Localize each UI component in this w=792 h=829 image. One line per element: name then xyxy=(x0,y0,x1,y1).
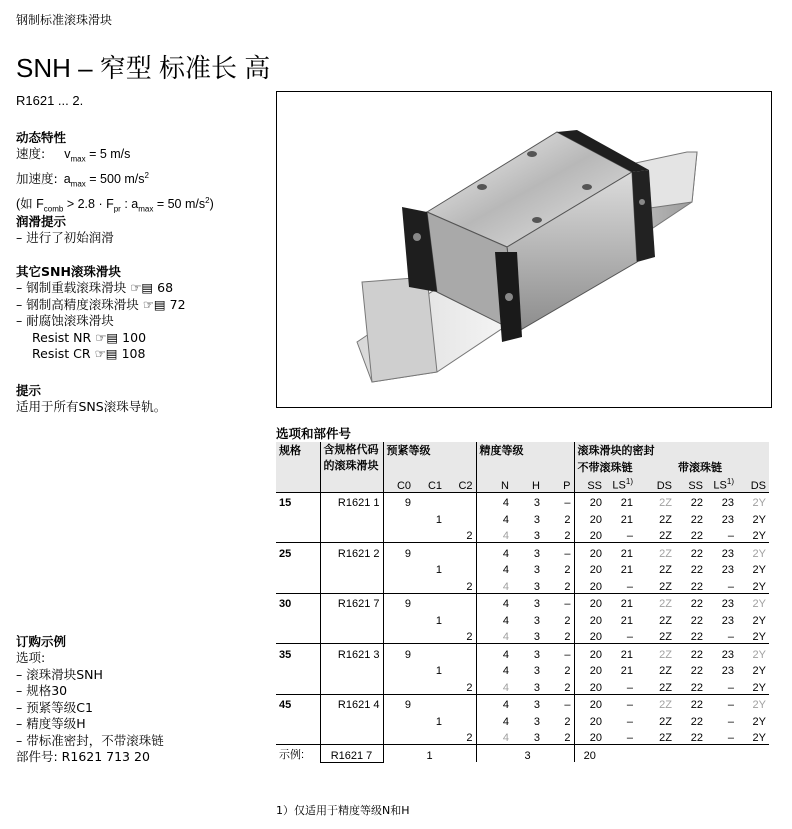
example-row xyxy=(276,745,769,763)
value-cell xyxy=(383,711,414,728)
value-cell: 20 xyxy=(574,694,605,711)
table-row xyxy=(276,694,769,711)
value-cell: 4 xyxy=(476,509,512,526)
header-preload: 预紧等级 xyxy=(383,442,476,459)
value-cell: 4 xyxy=(476,661,512,678)
ball-runner-block-illustration xyxy=(277,92,771,407)
value-cell: 20 xyxy=(574,677,605,694)
column-header: SS xyxy=(574,475,605,492)
value-cell: 2Z xyxy=(659,665,672,677)
value-cell: 22 xyxy=(690,631,703,643)
part-cell xyxy=(320,677,383,694)
value-cell xyxy=(414,526,445,543)
example-label: 示例: xyxy=(276,745,320,763)
size-cell xyxy=(276,711,320,728)
example-part: R1621 7 xyxy=(320,745,383,763)
value-cell xyxy=(445,610,476,627)
part-cell xyxy=(320,728,383,745)
value-cell: – xyxy=(727,681,734,694)
value-cell: 4 xyxy=(476,644,512,661)
value-cell: – xyxy=(727,580,734,593)
value-cell: 9 xyxy=(383,543,414,560)
value-cell: 2Y xyxy=(737,694,769,711)
hint-section xyxy=(16,381,166,416)
value-cell: 3 xyxy=(533,580,540,593)
example-seal: 20 xyxy=(574,745,605,763)
value-cell: 2 xyxy=(466,631,473,643)
value-cell: 20 xyxy=(574,526,605,543)
value-cell: 3 xyxy=(533,513,540,526)
value-cell: 2Z xyxy=(636,593,675,610)
value-cell: 9 xyxy=(383,492,414,509)
value-cell xyxy=(445,694,476,711)
value-cell: 22 xyxy=(690,530,703,542)
header-accuracy: 精度等级 xyxy=(476,442,574,459)
value-cell: – xyxy=(626,681,633,694)
order-item: – 预紧等级C1 xyxy=(16,699,93,715)
table-row xyxy=(276,560,769,577)
value-cell: 2Y xyxy=(752,732,766,744)
size-cell xyxy=(276,661,320,678)
value-cell: 20 xyxy=(574,661,605,678)
value-cell: 22 xyxy=(690,681,703,694)
value-cell: 3 xyxy=(533,530,540,542)
value-cell xyxy=(414,576,445,593)
value-cell: – xyxy=(626,580,633,593)
value-cell: 23 xyxy=(721,614,734,627)
table-row xyxy=(276,711,769,728)
part-cell xyxy=(320,576,383,593)
value-cell: – xyxy=(727,732,734,744)
value-cell: 22 xyxy=(675,492,706,509)
value-cell: 2Z xyxy=(636,694,675,711)
value-cell: 2 xyxy=(466,530,473,542)
value-cell: 4 xyxy=(476,526,512,543)
order-options-label: 选项: xyxy=(16,650,46,665)
value-cell: 23 xyxy=(706,644,737,661)
value-cell: – xyxy=(626,631,633,643)
size-cell: 30 xyxy=(276,593,320,610)
value-cell: 2 xyxy=(564,681,571,694)
value-cell: – xyxy=(626,732,633,744)
value-cell: 3 xyxy=(512,694,543,711)
value-cell: 22 xyxy=(690,614,703,627)
size-cell xyxy=(276,509,320,526)
value-cell: 1 xyxy=(435,564,442,576)
value-cell: 3 xyxy=(533,614,540,627)
value-cell xyxy=(383,627,414,644)
other-item[interactable]: – 钢制重载滚珠滑块 ☞▤ 68 xyxy=(16,280,174,295)
value-cell: 4 xyxy=(476,576,512,593)
table-title: 选项和部件号 xyxy=(276,426,352,441)
part-cell xyxy=(320,711,383,728)
value-cell: – xyxy=(543,543,574,560)
value-cell xyxy=(414,543,445,560)
value-cell: 4 xyxy=(476,677,512,694)
value-cell: 20 xyxy=(574,711,605,728)
value-cell xyxy=(414,644,445,661)
other-item: – 耐腐蚀滚珠滑块 xyxy=(16,313,114,328)
table-row xyxy=(276,509,769,526)
value-cell: 20 xyxy=(574,610,605,627)
accel-condition: (如 $F_{comb} > 2.8 \cdot F_{pr}$ : $a_{max} = 50$ $m/s^2$) xyxy=(16,196,214,214)
value-cell: – xyxy=(605,694,636,711)
value-cell: 23 xyxy=(721,564,734,576)
value-cell: 2Y xyxy=(737,492,769,509)
value-cell: 2Y xyxy=(752,580,766,593)
value-cell xyxy=(445,644,476,661)
value-cell: 22 xyxy=(690,732,703,744)
accel-line: 加速度: $a_{max} = 500$ $m/s^2$ xyxy=(16,171,149,189)
lubrication-item: – 进行了初始润滑 xyxy=(16,230,114,245)
value-cell: 2 xyxy=(466,681,473,694)
size-cell: 35 xyxy=(276,644,320,661)
footnote: 1）仅适用于精度等级N和H xyxy=(276,804,410,817)
part-prefix: R1621 ... 2. xyxy=(16,93,84,108)
value-cell: 20 xyxy=(574,644,605,661)
value-cell: – xyxy=(727,715,734,728)
size-cell xyxy=(276,728,320,745)
size-cell xyxy=(276,610,320,627)
value-cell: 2 xyxy=(564,530,571,542)
value-cell: 4 xyxy=(476,492,512,509)
size-cell xyxy=(276,526,320,543)
value-cell xyxy=(414,694,445,711)
value-cell: 1 xyxy=(435,513,442,526)
other-item[interactable]: – 钢制高精度滚珠滑块 ☞▤ 72 xyxy=(16,296,186,312)
table-row xyxy=(276,526,769,543)
value-cell: – xyxy=(543,492,574,509)
part-cell xyxy=(320,560,383,577)
value-cell xyxy=(383,526,414,543)
value-cell xyxy=(445,560,476,577)
value-cell xyxy=(445,492,476,509)
column-header: LS$^{1)}$ xyxy=(706,475,737,492)
value-cell xyxy=(383,661,414,678)
value-cell: 22 xyxy=(690,580,703,593)
value-cell: 21 xyxy=(605,593,636,610)
table-row xyxy=(276,728,769,745)
value-cell: 2 xyxy=(564,564,571,576)
value-cell: 4 xyxy=(476,593,512,610)
value-cell: 22 xyxy=(675,543,706,560)
dynamics-section xyxy=(16,128,214,218)
table-row xyxy=(276,576,769,593)
other-title: 其它SNH滚珠滑块 xyxy=(16,264,121,279)
value-cell: – xyxy=(706,694,737,711)
size-cell xyxy=(276,627,320,644)
value-cell: 22 xyxy=(690,564,703,576)
value-cell: 2Y xyxy=(752,513,766,526)
column-header: DS xyxy=(737,475,769,492)
value-cell: 3 xyxy=(533,665,540,677)
value-cell: – xyxy=(543,694,574,711)
value-cell: 21 xyxy=(620,665,633,677)
size-cell xyxy=(276,677,320,694)
header-without-chain: 不带滚珠链 xyxy=(574,459,675,476)
value-cell: 22 xyxy=(675,694,706,711)
example-accuracy: 3 xyxy=(512,745,543,763)
value-cell: 9 xyxy=(383,593,414,610)
value-cell: 2Z xyxy=(659,513,672,526)
options-table xyxy=(276,442,769,763)
value-cell: – xyxy=(543,593,574,610)
value-cell: – xyxy=(543,644,574,661)
value-cell xyxy=(445,543,476,560)
size-cell xyxy=(276,560,320,577)
value-cell xyxy=(445,509,476,526)
value-cell xyxy=(383,728,414,745)
value-cell: 2Z xyxy=(636,543,675,560)
order-title: 订购示例 xyxy=(16,634,67,649)
value-cell: 23 xyxy=(721,513,734,526)
part-cell: R1621 7 xyxy=(320,593,383,610)
value-cell: 1 xyxy=(435,715,442,728)
value-cell: 23 xyxy=(706,492,737,509)
part-cell xyxy=(320,627,383,644)
lubrication-title: 润滑提示 xyxy=(16,214,67,229)
value-cell: 9 xyxy=(383,644,414,661)
value-cell: 21 xyxy=(620,513,633,526)
table-row xyxy=(276,543,769,560)
value-cell xyxy=(414,492,445,509)
column-header: C0 xyxy=(383,475,414,492)
table-row xyxy=(276,610,769,627)
value-cell: 4 xyxy=(476,694,512,711)
value-cell: 2 xyxy=(564,665,571,677)
dynamics-title: 动态特性 xyxy=(16,130,67,145)
speed-line: 速度: $v_{max} = 5$ m/s xyxy=(16,146,131,164)
part-cell xyxy=(320,509,383,526)
value-cell: 2Y xyxy=(752,665,766,677)
value-cell: 2 xyxy=(564,614,571,627)
column-header: SS xyxy=(675,475,706,492)
part-cell xyxy=(320,661,383,678)
value-cell: 2Y xyxy=(737,593,769,610)
value-cell: 21 xyxy=(605,492,636,509)
value-cell: 20 xyxy=(574,728,605,745)
value-cell: 4 xyxy=(476,610,512,627)
value-cell: 4 xyxy=(476,627,512,644)
part-cell: R1621 1 xyxy=(320,492,383,509)
value-cell: 2Y xyxy=(752,614,766,627)
value-cell: 2Z xyxy=(659,715,672,728)
value-cell: 2 xyxy=(564,513,571,526)
value-cell: 20 xyxy=(574,543,605,560)
value-cell: 2Z xyxy=(659,631,672,643)
value-cell: 20 xyxy=(574,560,605,577)
value-cell: 22 xyxy=(690,665,703,677)
size-cell: 25 xyxy=(276,543,320,560)
value-cell xyxy=(414,677,445,694)
value-cell xyxy=(445,661,476,678)
hint-title: 提示 xyxy=(16,383,42,398)
value-cell: 23 xyxy=(706,593,737,610)
value-cell xyxy=(414,627,445,644)
value-cell: 2 xyxy=(564,580,571,593)
order-item: – 精度等级H xyxy=(16,716,86,731)
value-cell: 3 xyxy=(533,681,540,694)
order-item: – 滚珠滑块SNH xyxy=(16,666,103,682)
value-cell: 20 xyxy=(574,593,605,610)
value-cell: 22 xyxy=(690,513,703,526)
value-cell: 4 xyxy=(476,728,512,745)
value-cell: 2Y xyxy=(737,644,769,661)
category-label: 钢制标准滚珠滑块 xyxy=(16,13,113,27)
value-cell: 22 xyxy=(675,644,706,661)
order-item: – 带标准密封，不带滚珠链 xyxy=(16,732,164,748)
value-cell: 2 xyxy=(466,580,473,593)
part-cell: R1621 4 xyxy=(320,694,383,711)
header-partno: 含规格代码的滚珠滑块 xyxy=(320,442,383,492)
value-cell: 2Z xyxy=(659,681,672,694)
other-item[interactable]: Resist NR ☞▤ 100 xyxy=(32,329,147,345)
value-cell: 2Z xyxy=(659,564,672,576)
size-cell: 15 xyxy=(276,492,320,509)
value-cell: 3 xyxy=(533,631,540,643)
value-cell xyxy=(445,593,476,610)
table-header-row xyxy=(276,442,769,459)
value-cell: 20 xyxy=(574,576,605,593)
value-cell xyxy=(383,576,414,593)
value-cell xyxy=(383,677,414,694)
column-header: H xyxy=(512,475,543,492)
page-title: SNH – 窄型 标准长 高 xyxy=(16,53,271,83)
order-part-number: 部件号: R1621 713 20 xyxy=(16,749,150,764)
other-section xyxy=(16,262,186,363)
value-cell: 2Z xyxy=(659,614,672,627)
part-cell: R1621 2 xyxy=(320,543,383,560)
value-cell: 2Y xyxy=(737,543,769,560)
value-cell xyxy=(383,560,414,577)
value-cell: 20 xyxy=(574,509,605,526)
value-cell: 1 xyxy=(435,665,442,677)
column-header: LS$^{1)}$ xyxy=(605,475,636,492)
value-cell: 1 xyxy=(435,614,442,627)
value-cell: 21 xyxy=(620,564,633,576)
value-cell: 2Y xyxy=(752,564,766,576)
value-cell: 2Y xyxy=(752,631,766,643)
product-image xyxy=(276,91,772,408)
column-header: C1 xyxy=(414,475,445,492)
value-cell: 3 xyxy=(533,564,540,576)
size-cell xyxy=(276,576,320,593)
value-cell: 2 xyxy=(564,631,571,643)
value-cell: 2 xyxy=(466,732,473,744)
lubrication-section xyxy=(16,212,114,247)
value-cell: 2Y xyxy=(752,530,766,542)
other-item[interactable]: Resist CR ☞▤ 108 xyxy=(32,346,146,361)
value-cell: 2Z xyxy=(659,530,672,542)
table-row xyxy=(276,593,769,610)
value-cell: 2Z xyxy=(659,580,672,593)
column-header: DS xyxy=(636,475,675,492)
value-cell: 3 xyxy=(533,715,540,728)
table-row xyxy=(276,661,769,678)
value-cell: 22 xyxy=(690,715,703,728)
value-cell: 3 xyxy=(512,593,543,610)
value-cell: – xyxy=(626,715,633,728)
value-cell: 3 xyxy=(512,492,543,509)
order-item: – 规格30 xyxy=(16,683,68,698)
column-header: P xyxy=(543,475,574,492)
value-cell xyxy=(414,728,445,745)
value-cell: 3 xyxy=(512,543,543,560)
value-cell: 22 xyxy=(675,593,706,610)
value-cell: 2 xyxy=(564,732,571,744)
value-cell: – xyxy=(727,530,734,542)
value-cell xyxy=(383,610,414,627)
column-header: N xyxy=(476,475,512,492)
value-cell: 3 xyxy=(533,732,540,744)
value-cell: 3 xyxy=(512,644,543,661)
value-cell: 2Z xyxy=(636,644,675,661)
value-cell: – xyxy=(626,530,633,542)
value-cell: 2Z xyxy=(636,492,675,509)
header-seal: 滚珠滑块的密封 xyxy=(574,442,769,459)
value-cell xyxy=(414,593,445,610)
value-cell: 4 xyxy=(476,543,512,560)
value-cell: 23 xyxy=(721,665,734,677)
part-cell: R1621 3 xyxy=(320,644,383,661)
value-cell: 2Z xyxy=(659,732,672,744)
value-cell: 4 xyxy=(476,711,512,728)
value-cell: 23 xyxy=(706,543,737,560)
example-preload: 1 xyxy=(414,745,445,763)
table-row xyxy=(276,677,769,694)
value-cell xyxy=(445,711,476,728)
table-row xyxy=(276,627,769,644)
value-cell: 2Y xyxy=(752,715,766,728)
value-cell xyxy=(383,509,414,526)
order-section xyxy=(16,632,164,766)
value-cell: 20 xyxy=(574,492,605,509)
column-header: C2 xyxy=(445,475,476,492)
value-cell: 4 xyxy=(476,560,512,577)
size-cell: 45 xyxy=(276,694,320,711)
value-cell: 20 xyxy=(574,627,605,644)
value-cell: 2 xyxy=(564,715,571,728)
part-cell xyxy=(320,526,383,543)
header-size: 规格 xyxy=(276,442,320,459)
part-cell xyxy=(320,610,383,627)
table-row xyxy=(276,644,769,661)
table-row xyxy=(276,492,769,509)
value-cell: 21 xyxy=(605,644,636,661)
value-cell: 2Y xyxy=(752,681,766,694)
value-cell: 21 xyxy=(605,543,636,560)
value-cell: – xyxy=(727,631,734,643)
hint-text: 适用于所有SNS滚珠导轨。 xyxy=(16,399,167,414)
value-cell: 9 xyxy=(383,694,414,711)
header-with-chain: 带滚珠链 xyxy=(675,459,769,476)
value-cell: 21 xyxy=(620,614,633,627)
